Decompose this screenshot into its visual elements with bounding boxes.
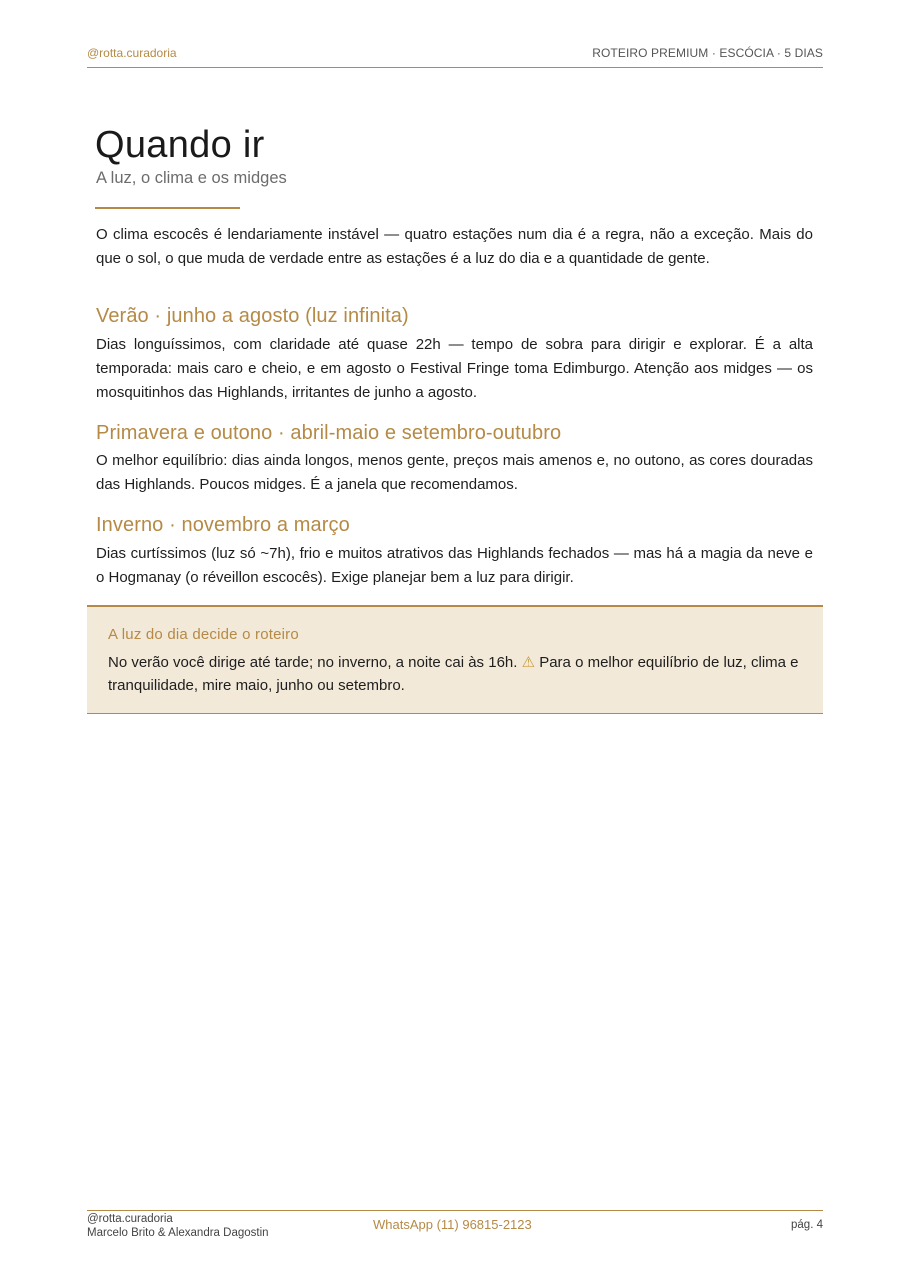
section-heading-winter: Inverno · novembro a março — [96, 514, 350, 536]
footer-page-number: pág. 4 — [791, 1219, 823, 1231]
callout-body — [108, 651, 808, 697]
section-body-spring-autumn: O melhor equilíbrio: dias ainda longos, menos gente, preços mais amenos e, no outono, as cores douradas das Highlands. Poucos midges. É a janela que recomendamos. — [96, 452, 813, 493]
section-heading-spring-autumn: Primavera e outono · abril-maio e setembro-outubro — [96, 422, 562, 444]
footer-whatsapp-contact: WhatsApp (11) 96815-2123 — [373, 1217, 532, 1232]
footer-brand: @rotta.curadoria — [87, 1213, 173, 1225]
section-heading-summer: Verão · junho a agosto (luz infinita) — [96, 305, 409, 327]
section-body-summer: Dias longuíssimos, com claridade até quase 22h — tempo de sobra para dirigir e explorar. É a alta temporada: mais caro e cheio, e em agosto o Festival Fringe toma Edimburgo. Atenção aos midges — os mosquitinhos das Highlands, irritantes de junho a agosto. — [96, 336, 813, 401]
header-brand: @rotta.curadoria — [87, 46, 177, 60]
tip-callout — [87, 605, 823, 714]
intro-paragraph: O clima escocês é lendariamente instável — quatro estações num dia é a regra, não a exceção. Mais do que o sol, o que muda de verdade entre as estações é a luz do dia e a quantidade de gente. — [96, 226, 813, 267]
page-title: Quando ir — [95, 124, 265, 166]
footer-authors: Marcelo Brito & Alexandra Dagostin — [87, 1227, 269, 1239]
page-footer — [87, 1210, 823, 1251]
warning-icon: ⚠ — [521, 654, 536, 671]
callout-text-part-1: No verão você dirige até tarde; no inverno, a noite cai às 16h. — [108, 654, 522, 671]
callout-text-part-2: Para o melhor equilíbrio de luz, clima e tranquilidade, mire maio, junho ou setembro. — [108, 654, 799, 694]
title-divider — [95, 207, 240, 209]
callout-title: A luz do dia decide o roteiro — [108, 626, 299, 643]
page-header — [87, 46, 823, 68]
header-doc-title: ROTEIRO PREMIUM · ESCÓCIA · 5 DIAS — [592, 46, 823, 60]
page-subtitle: A luz, o clima e os midges — [96, 169, 287, 187]
section-body-winter: Dias curtíssimos (luz só ~7h), frio e muitos atrativos das Highlands fechados — mas há a magia da neve e o Hogmanay (o réveillon escocês). Exige planejar bem a luz para dirigir. — [96, 545, 813, 586]
